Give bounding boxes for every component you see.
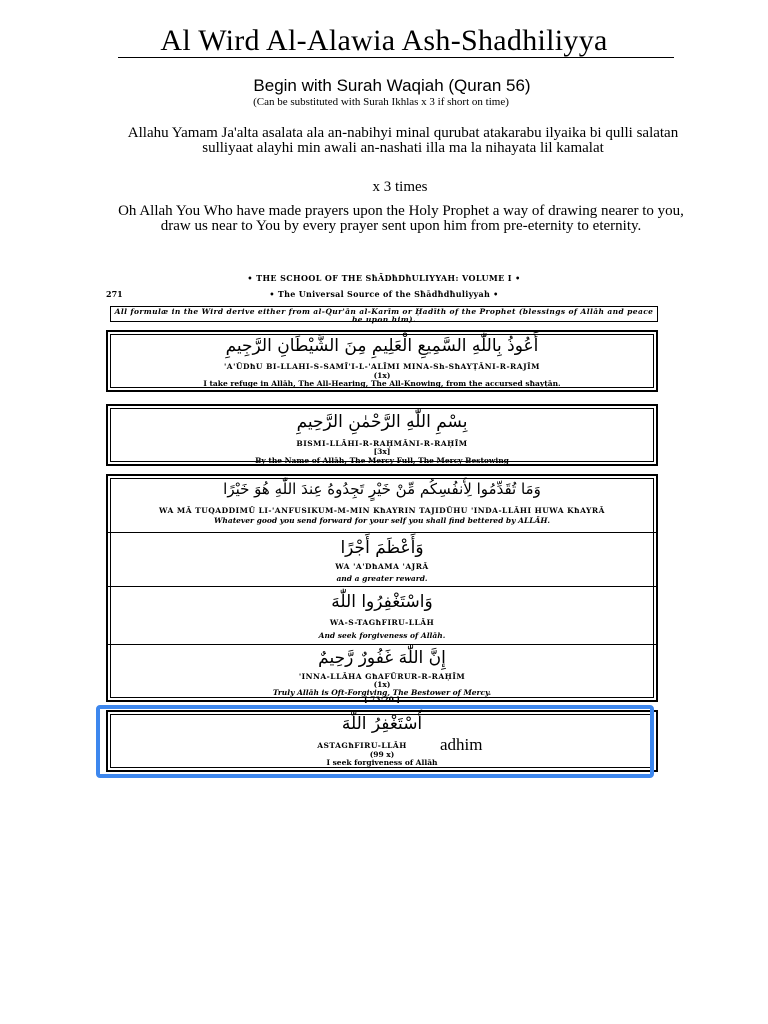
arabic-text: وَاسْتَغْفِرُوا اللّٰهَ — [331, 592, 433, 612]
basmala-box — [106, 404, 658, 466]
arabic-text: وَمَا تُقَدِّمُوا لِأَنفُسِكُم مِّنْ خَيْرٍ تَجِدُوهُ عِندَ اللّٰهِ هُوَ خَيْرًا — [223, 480, 541, 498]
arabic-text: أَسْتَغْفِرُ اللّٰهَ — [341, 714, 423, 734]
transliteration: 'A'ŪDħU BI-LLAHI-S-SAMĪ'I-L-'ALĪMI MINA-Sh-SħAYṬĀNI-R-RAJĪM — [224, 362, 540, 371]
title-underline — [118, 57, 674, 58]
transliteration: WA-S-TAGħFIRU-LLĀH — [329, 618, 435, 627]
transliteration: WA MĀ TUQADDIMŪ LI-'ANFUSIKUM-M-MIN KħAYRIN TAJIDŪHU 'INDA-LLĀHI HUWA KħAYRĀ — [159, 506, 605, 515]
english-translation: Truly Allāh is Oft-Forgiving, The Bestower of Mercy. — [272, 688, 492, 697]
arabic-text: وَأَعْظَمَ أَجْرًا — [340, 538, 424, 558]
salawat-transliteration: Allahu Yamam Ja'alta asalata ala an-nabihyi minal qurubat atakarabu ilyaika bi qulli salatan sulliyaat alayhi min awali an-nashati illa ma la nihayata lil kamalat — [127, 125, 679, 156]
transliteration: ASTAGħFIRU-LLĀH — [317, 741, 407, 750]
segment-divider — [108, 586, 656, 587]
transliteration: WA 'A'DħAMA 'AJRĀ — [335, 562, 429, 571]
repeat-count: (99 x) — [369, 750, 395, 759]
taawwudh-box — [106, 330, 658, 392]
segment-divider — [108, 644, 656, 645]
running-head: • THE SCHOOL OF THE SħĀDħDħULIYYAH: VOLUME I • — [247, 273, 521, 283]
substitution-note: (Can be substituted with Surah Ikhlas x 3 if short on time) — [253, 96, 509, 108]
transliteration: 'INNA-LLĀHA GħAFŪRUR-R-RAḤĪM — [298, 672, 466, 681]
english-translation: I take refuge in Allāh, The All-Hearing, The All-Knowing, from the accursed sħayṭān. — [203, 379, 561, 388]
document-title: Al Wird Al-Alawia Ash-Shadhiliyya — [160, 24, 608, 57]
added-word-adhim: adhim — [440, 735, 483, 754]
english-translation: and a greater reward. — [336, 574, 428, 583]
english-translation: And seek forgiveness of Allāh. — [318, 631, 446, 640]
arabic-text: بِسْمِ اللّٰهِ الرَّحْمٰنِ الرَّحِيمِ — [296, 412, 468, 432]
transliteration: BISMI-LLĀHI-R-RAḤMĀNI-R-RAḤĪM — [296, 439, 468, 448]
page-number: 271 — [106, 289, 123, 299]
repeat-count: (1x) — [373, 371, 391, 380]
selection-highlight[interactable] — [96, 705, 654, 778]
document-subtitle: Begin with Surah Waqiah (Quran 56) — [253, 76, 531, 95]
verse-reference: [ 73:20 ] — [364, 695, 400, 704]
repeat-count: [3x] — [373, 447, 391, 456]
verse-73-20-box — [106, 474, 658, 702]
repeat-count: (1x) — [373, 680, 391, 689]
english-translation: By the Name of Allāh, The Mercy Full, The Mercy Bestowing — [255, 456, 509, 465]
running-subhead: • The Universal Source of the Sħādħdħuliyyah • — [269, 289, 499, 299]
arabic-text: إِنَّ اللّٰهَ غَفُورٌ رَّحِيمٌ — [318, 648, 446, 668]
salawat-translation: Oh Allah You Who have made prayers upon the Holy Prophet a way of drawing nearer to you, draw us near to You by every prayer sent upon him from pre-eternity to eternity. — [118, 203, 684, 234]
english-translation: Whatever good you send forward for your self you shall find bettered by ALLĀH. — [213, 516, 551, 525]
arabic-text: أَعُوذُ بِاللّٰهِ السَّمِيعِ الْعَلِيمِ مِنَ الشَّيْطَانِ الرَّجِيمِ — [225, 336, 539, 356]
segment-divider — [108, 532, 656, 533]
english-translation: I seek forgiveness of Allāh — [326, 758, 438, 767]
repeat-count: x 3 times — [372, 179, 428, 195]
formulae-source-box: All formulæ in the Wird derive either from al-Qur'ān al-Karīm or Ḥadīth of the Prophet (blessings of Allāh and peace be upon him). — [110, 306, 658, 322]
